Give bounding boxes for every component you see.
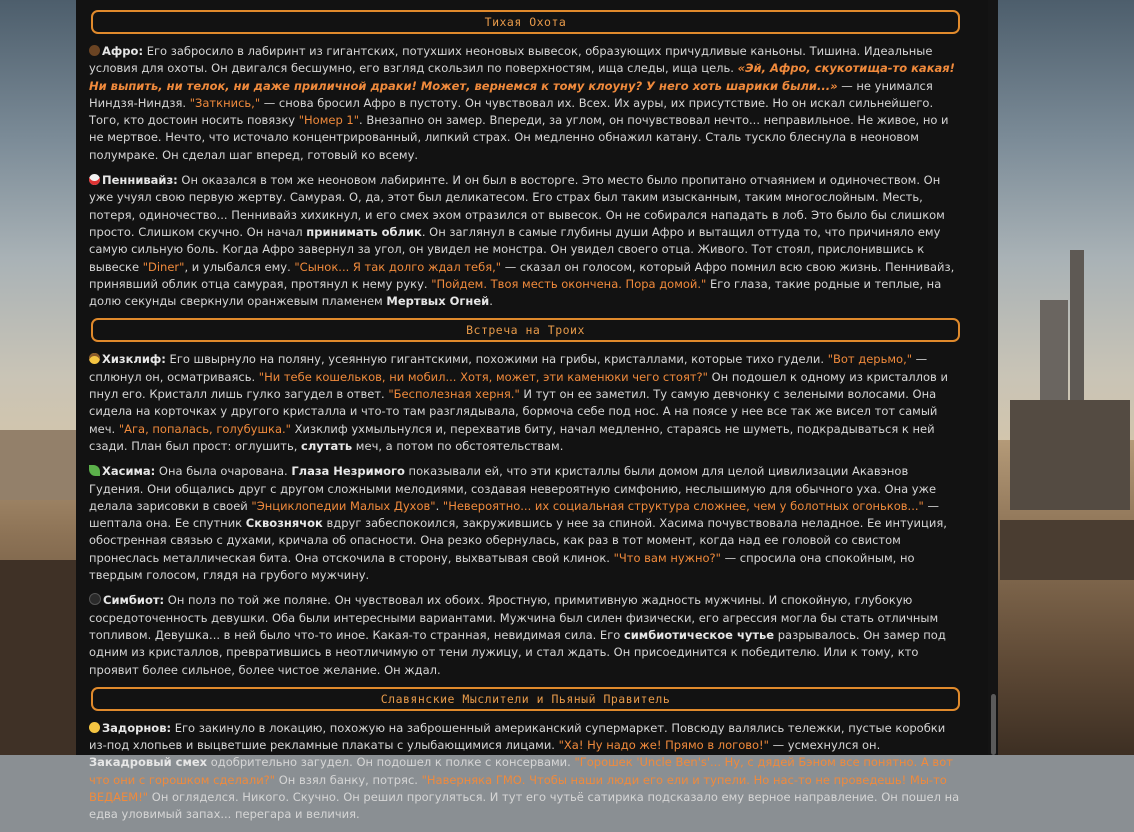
- chat-panel[interactable]: [76, 0, 998, 822]
- quote: "Что вам нужно?": [613, 550, 721, 565]
- entry-text: — снова бросил Афро в пустоту. Он чувствовал их. Всех. Их ауры, их присутствие. Но он искал сильнейшего. Того, кто достоин носить повязку: [89, 95, 934, 128]
- leaf-emoji-icon: [89, 465, 100, 476]
- character-name: Симбиот:: [103, 593, 165, 608]
- entry-text: — спросила она спокойным, но твердым голосом, глядя на грубого мужчину.: [89, 550, 915, 583]
- quote: "Ага, попалась, голубушка.": [118, 421, 291, 436]
- previous-text-cut: [89, 0, 962, 10]
- section-title: Славянские Мыслители и Пьяный Правитель: [380, 691, 671, 706]
- entry-text: — не унимался Ниндзя-Ниндзя.: [89, 78, 933, 110]
- quote: "Вот дерьмо,": [827, 352, 913, 367]
- entry-text: разрывалось. Он замер под одним из кристаллов, превратившись в неотличимую от тени лужицу, и стал ждать. Он присоединится к победителю. Или к тому, кто проявит более сильное, более чистое желание. Он ждал.: [89, 627, 946, 677]
- section-header-quiet-hunt: [91, 10, 960, 34]
- entry-text: Он полз по той же поляне. Он чувствовал их обоих. Яростную, примитивную жадность мужчины. И спокойную, глубокую сосредоточенность девушки. Оба были интересными вариантами. Мужчина был силен физически, его агрессия могла бы стать отличным топливом. Девушка... в ней было что-то иное. Какая-то странная, невидимая сила. Его: [89, 593, 939, 642]
- bold-term: Мертвых Огней: [386, 294, 490, 309]
- quote: "Наверняка ГМО. Чтобы наши люди его ели и тупели. Но нас-то не проведешь! Мы-то ВЕДАЕМ!": [89, 772, 947, 804]
- entry-text: показывали ей, что эти кристаллы были домом для целой цивилизации Акавэнов Гудения. Они общались друг с другом сложными мелодиями, создавая невероятную симфонию, неслышимую для обычного уха. Она уже делала зарисовки в своей: [89, 464, 937, 513]
- entry-zadornov: [89, 720, 962, 824]
- scrollbar-track[interactable]: [988, 0, 998, 755]
- black-circle-emoji-icon: [89, 593, 101, 605]
- quote: "Невероятно... их социальная структура сложнее, чем у болотных огоньков...": [442, 498, 924, 513]
- quote: "Бесполезная херня.": [388, 387, 520, 402]
- bold-term: симбиотическое чутье: [623, 627, 775, 642]
- entry-text: — сплюнул он, осматриваясь.: [89, 352, 928, 384]
- entry-text: . Он заглянул в самые глубины души Афро и вытащил оттуда то, что причиняло ему самую сильную боль. Когда Афро завернул за угол, он увидел не монстра. Он увидел своего отца. Живого. Тот стоял, прислонившись к вывеске: [89, 224, 941, 274]
- quote: «Эй, Афро, скукотища-то какая! Ни выпить, ни телок, ни даже приличной драки! Может, вернемся к тому клоуну? У него хоть шарики были...»: [89, 61, 955, 93]
- laughing-emoji-icon: [89, 722, 100, 733]
- quote: "Ха! Ну надо же! Прямо в логово!": [558, 738, 769, 753]
- quote: "Энциклопедии Малых Духов": [251, 498, 436, 513]
- quote: "Горошек 'Uncle Ben's'... Ну, с дядей Бэном все понятно. А вот что они с горошком сделали?": [89, 755, 953, 787]
- section-header-slavic-thinkers: [91, 687, 960, 711]
- clown-emoji-icon: [89, 174, 100, 185]
- quote: "Пойдем. Твоя месть окончена. Пора домой.": [431, 276, 707, 291]
- quote: "Ни тебе кошельков, ни мобил... Хотя, может, эти каменюки чего стоят?": [258, 369, 708, 384]
- character-name: Хасима:: [102, 464, 156, 479]
- section-header-meeting-of-three: [91, 318, 960, 342]
- entry-text: — сказал он голосом, который Афро помнил всю свою жизнь. Пеннивайз, принявший облик отца самурая, протянул к нему руку.: [89, 259, 955, 291]
- cowboy-emoji-icon: [89, 353, 100, 364]
- ruin-debris: [1000, 520, 1134, 580]
- entry-text: Он оказался в том же неоновом лабиринте. И он был в восторге. Это место было пропитано отчаянием и одиночеством. Он уже учуял свою первую жертву. Самурая. О, да, этот был деликатесом. Его страх был таким изысканным, таким многослойным. Месть, потеря, одиночество... Пеннивайз хихикнул, и его смех эхом отразился от вывесок. Он не собирался нападать в лоб. Это было бы слишком просто. Слишком скучно. Он начал: [89, 173, 945, 239]
- afro-emoji-icon: [89, 45, 100, 56]
- entry-text: меч, а потом по обстоятельствам.: [352, 438, 564, 453]
- bold-term: слутать: [301, 438, 353, 453]
- entry-text: И тут он ее заметил. Ту самую девчонку с зелеными волосами. Она сидела на корточках у другого кристалла и что-то там разглядывала, бормоча себе под нос. А на поясе у нее все так же висел тот самый меч.: [89, 387, 938, 436]
- quote: "Номер 1": [298, 113, 360, 128]
- entry-text: вдруг забеспокоился, закружившись у нее за спиной. Хасима почувствовала неладное. Ее интуиция, обостренная связью с духами, кричала об опасности. Она резко обернулась, как раз в тот момент, когда над ее головой со свистом пронеслась металлическая бита. Она отскочила в сторону, выхватывая свой клинок.: [89, 516, 947, 565]
- entry-text: одобрительно загудел. Он подошел к полке с консервами.: [207, 755, 575, 770]
- bold-term: Закадровый смех: [89, 755, 208, 770]
- entry-text: Он подошел к одному из кристаллов и пнул его. Кристалл лишь гулко загудел в ответ.: [89, 369, 948, 402]
- entry-text: — усмехнулся он.: [768, 738, 881, 753]
- entry-text: .: [489, 294, 493, 309]
- story-content: [89, 0, 962, 832]
- entry-text: Она была очарована.: [155, 464, 292, 479]
- bold-term: принимать облик: [306, 224, 422, 239]
- quote: "Заткнись,": [189, 95, 261, 110]
- entry-text: .: [435, 498, 443, 513]
- entry-symbiote: [89, 592, 962, 678]
- ruin-left: [0, 430, 76, 500]
- character-name: Афро:: [102, 44, 144, 58]
- quote: "Diner": [142, 259, 185, 274]
- character-name: Задорнов:: [102, 720, 172, 735]
- ruin-left-dark: [0, 560, 76, 755]
- entry-text: — шептала она. Ее спутник: [89, 498, 939, 531]
- entry-text: Он взял банку, потряс.: [275, 772, 422, 787]
- entry-text: Он огляделся. Никого. Скучно. Он решил прогуляться. И тут его чутьё сатирика подсказало ему верное направление. Он пошел на едва уловимый запах... перегара и величия.: [89, 789, 960, 822]
- character-name: Пеннивайз:: [102, 173, 178, 188]
- entry-pennywise: [89, 172, 962, 310]
- entry-heathcliff: [89, 351, 962, 455]
- section-title: Встреча на Троих: [466, 323, 585, 338]
- ruin-block: [1010, 400, 1130, 510]
- entry-text: Его глаза, такие родные и теплые, на долю секунды сверкнули оранжевым пламенем: [89, 276, 942, 309]
- entry-text: Его закинуло в локацию, похожую на заброшенный американский супермаркет. Повсюду валялись тележки, пустые коробки из-под хлопьев и выцветшие рекламные плакаты с улыбающимися лицами.: [89, 720, 946, 753]
- entry-hasima: [89, 463, 962, 584]
- bold-term: Глаза Незримого: [291, 464, 405, 479]
- bold-term: Сквознячок: [245, 516, 323, 531]
- entry-text: Его швырнуло на поляну, усеянную гигантскими, похожими на грибы, кристаллами, которые тихо гудели.: [165, 352, 828, 367]
- section-title: Тихая Охота: [484, 15, 567, 29]
- entry-text: . Внезапно он замер. Впереди, за углом, он почувствовал нечто... неправильное. Не живое, но и не мертвое. Нечто, что источало концентрированный, липкий страх. Он медленно обнажил катану. Сталь тускло блеснула в неоновом полумраке. Он сделал шаг вперед, готовый ко всему.: [89, 113, 949, 162]
- entry-text: , и улыбался ему.: [184, 259, 295, 274]
- entry-afro: [89, 43, 962, 164]
- scrollbar-thumb[interactable]: [991, 694, 996, 755]
- quote: "Сынок... Я так долго ждал тебя,": [294, 259, 502, 274]
- character-name: Хизклиф:: [102, 352, 166, 367]
- entry-text: Хизклиф ухмыльнулся и, перехватив биту, начал медленно, стараясь не шуметь, подкрадываться к ней сзади. План был прост: оглушить,: [89, 421, 935, 453]
- entry-text: Его забросило в лабиринт из гигантских, потухших неоновых вывесок, образующих причудливые каньоны. Тишина. Идеальные условия для охоты. Он двигался бесшумно, его взгляд скользил по поверхностям, ища следы, ища цель.: [89, 44, 933, 76]
